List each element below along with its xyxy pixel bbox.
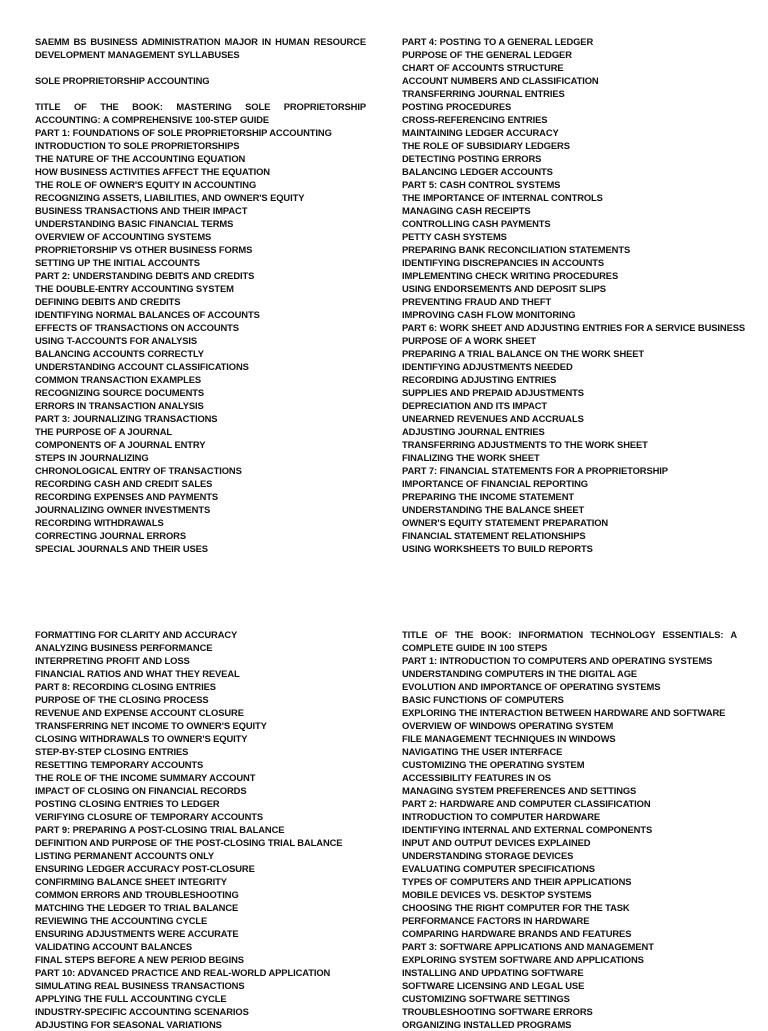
page-1-left-column: [35, 35, 366, 555]
outline-item: THE ROLE OF THE INCOME SUMMARY ACCOUNT: [35, 772, 256, 783]
outline-item: POSTING PROCEDURES: [402, 101, 512, 112]
outline-item: ACCESSIBILITY FEATURES IN OS: [402, 772, 551, 783]
outline-item: FORMATTING FOR CLARITY AND ACCURACY: [35, 629, 238, 640]
outline-item: PART 7: FINANCIAL STATEMENTS FOR A PROPRIETORSHIP: [402, 465, 668, 476]
outline-item: PREVENTING FRAUD AND THEFT: [402, 296, 552, 307]
outline-item: IMPROVING CASH FLOW MONITORING: [402, 309, 576, 320]
outline-item: SPECIAL JOURNALS AND THEIR USES: [35, 543, 208, 554]
book-title: TITLE OF THE BOOK: INFORMATION TECHNOLOGY ESSENTIALS: A COMPLETE GUIDE IN 100 STEPS: [402, 629, 737, 653]
outline-item: MATCHING THE LEDGER TO TRIAL BALANCE: [35, 902, 239, 913]
outline-item: EXPLORING SYSTEM SOFTWARE AND APPLICATIONS: [402, 954, 644, 965]
outline-item: THE IMPORTANCE OF INTERNAL CONTROLS: [402, 192, 603, 203]
outline-item: PART 10: ADVANCED PRACTICE AND REAL-WORLD APPLICATION: [35, 967, 331, 978]
outline-item: PART 2: UNDERSTANDING DEBITS AND CREDITS: [35, 270, 255, 281]
outline-item: INTERPRETING PROFIT AND LOSS: [35, 655, 190, 666]
outline-item: HOW BUSINESS ACTIVITIES AFFECT THE EQUATION: [35, 166, 270, 177]
outline-item: PREPARING BANK RECONCILIATION STATEMENTS: [402, 244, 631, 255]
outline-item: RECOGNIZING SOURCE DOCUMENTS: [35, 387, 205, 398]
document-page-2: [0, 598, 768, 1030]
outline-item: CORRECTING JOURNAL ERRORS: [35, 530, 186, 541]
outline-item: PREPARING A TRIAL BALANCE ON THE WORK SHEET: [402, 348, 645, 359]
outline-item: IDENTIFYING DISCREPANCIES IN ACCOUNTS: [402, 257, 605, 268]
outline-item: RESETTING TEMPORARY ACCOUNTS: [35, 759, 204, 770]
outline-item: RECORDING ADJUSTING ENTRIES: [402, 374, 557, 385]
outline-list: [35, 126, 366, 555]
book-title: TITLE OF THE BOOK: MASTERING SOLE PROPRIETORSHIP ACCOUNTING: A COMPREHENSIVE 100-STEP GUIDE: [35, 101, 366, 125]
outline-item: PURPOSE OF THE GENERAL LEDGER: [402, 49, 572, 60]
outline-item: UNEARNED REVENUES AND ACCRUALS: [402, 413, 584, 424]
outline-item: SOFTWARE LICENSING AND LEGAL USE: [402, 980, 585, 991]
outline-item: OVERVIEW OF WINDOWS OPERATING SYSTEM: [402, 720, 614, 731]
outline-item: ENSURING ADJUSTMENTS WERE ACCURATE: [35, 928, 239, 939]
outline-item: RECORDING EXPENSES AND PAYMENTS: [35, 491, 219, 502]
page-1-right-column: [402, 35, 746, 555]
outline-item: COMPARING HARDWARE BRANDS AND FEATURES: [402, 928, 632, 939]
outline-item: PART 5: CASH CONTROL SYSTEMS: [402, 179, 561, 190]
outline-item: EVALUATING COMPUTER SPECIFICATIONS: [402, 863, 595, 874]
outline-item: VERIFYING CLOSURE OF TEMPORARY ACCOUNTS: [35, 811, 264, 822]
outline-item: PERFORMANCE FACTORS IN HARDWARE: [402, 915, 590, 926]
outline-item: CHART OF ACCOUNTS STRUCTURE: [402, 62, 564, 73]
outline-item: THE DOUBLE-ENTRY ACCOUNTING SYSTEM: [35, 283, 234, 294]
outline-item: INSTALLING AND UPDATING SOFTWARE: [402, 967, 584, 978]
outline-item: THE ROLE OF OWNER'S EQUITY IN ACCOUNTING: [35, 179, 257, 190]
outline-item: POSTING CLOSING ENTRIES TO LEDGER: [35, 798, 220, 809]
outline-item: JOURNALIZING OWNER INVESTMENTS: [35, 504, 211, 515]
outline-item: CONTROLLING CASH PAYMENTS: [402, 218, 551, 229]
outline-list: [402, 654, 737, 1031]
outline-item: CONFIRMING BALANCE SHEET INTEGRITY: [35, 876, 227, 887]
outline-item: IMPACT OF CLOSING ON FINANCIAL RECORDS: [35, 785, 247, 796]
outline-item: IMPORTANCE OF FINANCIAL REPORTING: [402, 478, 588, 489]
outline-item: APPLYING THE FULL ACCOUNTING CYCLE: [35, 993, 227, 1004]
outline-item: DEFINITION AND PURPOSE OF THE POST-CLOSING TRIAL BALANCE: [35, 837, 343, 848]
outline-item: UNDERSTANDING COMPUTERS IN THE DIGITAL AGE: [402, 668, 638, 679]
outline-item: FINALIZING THE WORK SHEET: [402, 452, 540, 463]
outline-item: BALANCING LEDGER ACCOUNTS: [402, 166, 553, 177]
outline-item: NAVIGATING THE USER INTERFACE: [402, 746, 563, 757]
outline-item: SIMULATING REAL BUSINESS TRANSACTIONS: [35, 980, 245, 991]
outline-item: THE PURPOSE OF A JOURNAL: [35, 426, 173, 437]
outline-item: COMMON TRANSACTION EXAMPLES: [35, 374, 202, 385]
outline-item: SUPPLIES AND PREPAID ADJUSTMENTS: [402, 387, 584, 398]
outline-item: STEPS IN JOURNALIZING: [35, 452, 149, 463]
outline-item: RECOGNIZING ASSETS, LIABILITIES, AND OWNER'S EQUITY: [35, 192, 305, 203]
outline-item: PART 2: HARDWARE AND COMPUTER CLASSIFICATION: [402, 798, 651, 809]
subject-title: SOLE PROPRIETORSHIP ACCOUNTING: [35, 75, 210, 86]
outline-item: UNDERSTANDING BASIC FINANCIAL TERMS: [35, 218, 234, 229]
outline-item: TRANSFERRING NET INCOME TO OWNER'S EQUITY: [35, 720, 267, 731]
outline-item: STEP-BY-STEP CLOSING ENTRIES: [35, 746, 189, 757]
outline-item: PART 1: FOUNDATIONS OF SOLE PROPRIETORSHIP ACCOUNTING: [35, 127, 332, 138]
outline-item: IDENTIFYING INTERNAL AND EXTERNAL COMPONENTS: [402, 824, 653, 835]
outline-item: OVERVIEW OF ACCOUNTING SYSTEMS: [35, 231, 212, 242]
outline-item: PURPOSE OF A WORK SHEET: [402, 335, 536, 346]
outline-item: PART 3: SOFTWARE APPLICATIONS AND MANAGEMENT: [402, 941, 654, 952]
outline-list: [35, 628, 366, 1031]
outline-item: FINAL STEPS BEFORE A NEW PERIOD BEGINS: [35, 954, 244, 965]
outline-item: FILE MANAGEMENT TECHNIQUES IN WINDOWS: [402, 733, 616, 744]
outline-item: COMMON ERRORS AND TROUBLESHOOTING: [35, 889, 239, 900]
outline-item: TYPES OF COMPUTERS AND THEIR APPLICATIONS: [402, 876, 632, 887]
outline-item: PART 4: POSTING TO A GENERAL LEDGER: [402, 36, 594, 47]
outline-item: MANAGING SYSTEM PREFERENCES AND SETTINGS: [402, 785, 637, 796]
outline-item: THE ROLE OF SUBSIDIARY LEDGERS: [402, 140, 570, 151]
spacer: [35, 87, 366, 100]
outline-item: INDUSTRY-SPECIFIC ACCOUNTING SCENARIOS: [35, 1006, 249, 1017]
outline-item: PETTY CASH SYSTEMS: [402, 231, 507, 242]
outline-item: FINANCIAL RATIOS AND WHAT THEY REVEAL: [35, 668, 240, 679]
outline-item: ENSURING LEDGER ACCURACY POST-CLOSURE: [35, 863, 255, 874]
outline-item: ORGANIZING INSTALLED PROGRAMS: [402, 1019, 572, 1030]
outline-item: PURPOSE OF THE CLOSING PROCESS: [35, 694, 209, 705]
outline-item: BALANCING ACCOUNTS CORRECTLY: [35, 348, 204, 359]
outline-item: DEFINING DEBITS AND CREDITS: [35, 296, 181, 307]
outline-item: RECORDING CASH AND CREDIT SALES: [35, 478, 213, 489]
outline-item: UNDERSTANDING ACCOUNT CLASSIFICATIONS: [35, 361, 249, 372]
outline-item: VALIDATING ACCOUNT BALANCES: [35, 941, 193, 952]
outline-item: PART 9: PREPARING A POST-CLOSING TRIAL BALANCE: [35, 824, 285, 835]
outline-item: CHOOSING THE RIGHT COMPUTER FOR THE TASK: [402, 902, 630, 913]
outline-item: TRANSFERRING JOURNAL ENTRIES: [402, 88, 565, 99]
outline-item: CUSTOMIZING THE OPERATING SYSTEM: [402, 759, 585, 770]
outline-item: PART 1: INTRODUCTION TO COMPUTERS AND OPERATING SYSTEMS: [402, 655, 713, 666]
outline-item: MAINTAINING LEDGER ACCURACY: [402, 127, 559, 138]
outline-item: USING ENDORSEMENTS AND DEPOSIT SLIPS: [402, 283, 606, 294]
outline-item: ADJUSTING FOR SEASONAL VARIATIONS: [35, 1019, 222, 1030]
outline-item: CUSTOMIZING SOFTWARE SETTINGS: [402, 993, 570, 1004]
outline-item: CROSS-REFERENCING ENTRIES: [402, 114, 548, 125]
outline-item: DEPRECIATION AND ITS IMPACT: [402, 400, 548, 411]
outline-item: PART 6: WORK SHEET AND ADJUSTING ENTRIES FOR A SERVICE BUSINESS: [402, 322, 746, 333]
outline-item: USING WORKSHEETS TO BUILD REPORTS: [402, 543, 593, 554]
outline-item: ERRORS IN TRANSACTION ANALYSIS: [35, 400, 204, 411]
outline-item: INTRODUCTION TO COMPUTER HARDWARE: [402, 811, 601, 822]
outline-item: OWNER'S EQUITY STATEMENT PREPARATION: [402, 517, 609, 528]
outline-item: MANAGING CASH RECEIPTS: [402, 205, 531, 216]
outline-item: IMPLEMENTING CHECK WRITING PROCEDURES: [402, 270, 619, 281]
outline-item: BUSINESS TRANSACTIONS AND THEIR IMPACT: [35, 205, 248, 216]
outline-item: MOBILE DEVICES VS. DESKTOP SYSTEMS: [402, 889, 592, 900]
outline-item: PART 3: JOURNALIZING TRANSACTIONS: [35, 413, 218, 424]
outline-item: BASIC FUNCTIONS OF COMPUTERS: [402, 694, 564, 705]
outline-item: REVIEWING THE ACCOUNTING CYCLE: [35, 915, 208, 926]
outline-item: UNDERSTANDING THE BALANCE SHEET: [402, 504, 585, 515]
outline-item: PROPRIETORSHIP VS OTHER BUSINESS FORMS: [35, 244, 253, 255]
outline-item: INPUT AND OUTPUT DEVICES EXPLAINED: [402, 837, 591, 848]
outline-item: SETTING UP THE INITIAL ACCOUNTS: [35, 257, 200, 268]
outline-list: [402, 35, 746, 555]
outline-item: TROUBLESHOOTING SOFTWARE ERRORS: [402, 1006, 593, 1017]
outline-item: EFFECTS OF TRANSACTIONS ON ACCOUNTS: [35, 322, 239, 333]
outline-item: EVOLUTION AND IMPORTANCE OF OPERATING SYSTEMS: [402, 681, 661, 692]
outline-item: REVENUE AND EXPENSE ACCOUNT CLOSURE: [35, 707, 244, 718]
document-header: SAEMM BS BUSINESS ADMINISTRATION MAJOR IN HUMAN RESOURCE DEVELOPMENT MANAGEMENT SYLLABUSES: [35, 36, 366, 60]
outline-item: IDENTIFYING ADJUSTMENTS NEEDED: [402, 361, 573, 372]
outline-item: ANALYZING BUSINESS PERFORMANCE: [35, 642, 213, 653]
outline-item: USING T-ACCOUNTS FOR ANALYSIS: [35, 335, 198, 346]
outline-item: ADJUSTING JOURNAL ENTRIES: [402, 426, 545, 437]
outline-item: PREPARING THE INCOME STATEMENT: [402, 491, 574, 502]
outline-item: UNDERSTANDING STORAGE DEVICES: [402, 850, 574, 861]
spacer: [35, 61, 366, 74]
outline-item: CHRONOLOGICAL ENTRY OF TRANSACTIONS: [35, 465, 242, 476]
outline-item: EXPLORING THE INTERACTION BETWEEN HARDWARE AND SOFTWARE: [402, 707, 726, 718]
outline-item: COMPONENTS OF A JOURNAL ENTRY: [35, 439, 206, 450]
outline-item: RECORDING WITHDRAWALS: [35, 517, 164, 528]
outline-item: LISTING PERMANENT ACCOUNTS ONLY: [35, 850, 215, 861]
outline-item: CLOSING WITHDRAWALS TO OWNER'S EQUITY: [35, 733, 248, 744]
outline-item: INTRODUCTION TO SOLE PROPRIETORSHIPS: [35, 140, 240, 151]
outline-item: ACCOUNT NUMBERS AND CLASSIFICATION: [402, 75, 599, 86]
outline-item: IDENTIFYING NORMAL BALANCES OF ACCOUNTS: [35, 309, 260, 320]
outline-item: PART 8: RECORDING CLOSING ENTRIES: [35, 681, 216, 692]
page-2-right-column: [402, 628, 737, 1031]
outline-item: FINANCIAL STATEMENT RELATIONSHIPS: [402, 530, 586, 541]
page-2-left-column: [35, 628, 366, 1031]
outline-item: DETECTING POSTING ERRORS: [402, 153, 542, 164]
outline-item: THE NATURE OF THE ACCOUNTING EQUATION: [35, 153, 246, 164]
outline-item: TRANSFERRING ADJUSTMENTS TO THE WORK SHEET: [402, 439, 648, 450]
